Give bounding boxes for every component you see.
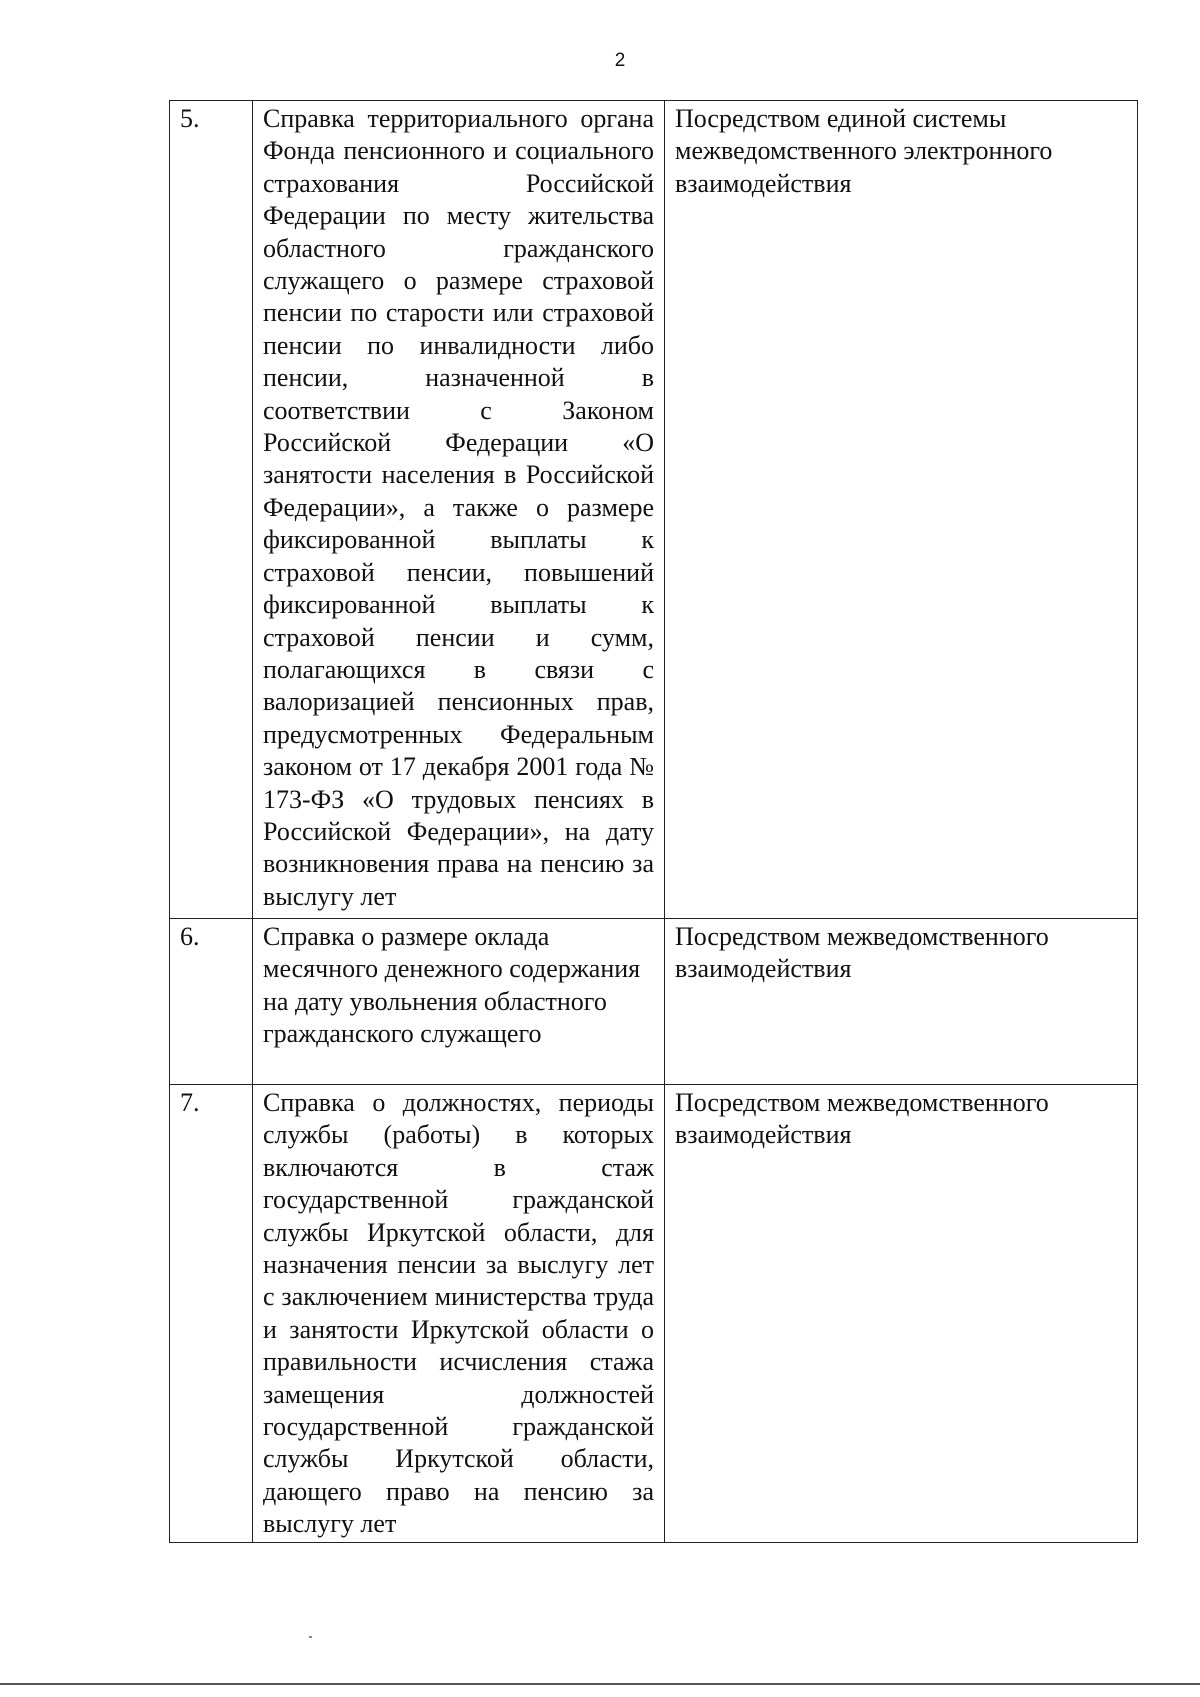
- document-name: Справка территориального органа Фонда пенсионного и социального страхования Российской Федерации по месту жительства областного гражданского служащего о размере страховой пенсии по старости или страховой пенсии по инвалидности либо пенсии, назначенной в соответствии с Законом Российской Федерации «О занятости населения в Российской Федерации», а также о размере фиксированной выплаты к страховой пенсии, повышений фиксированной выплаты к страховой пенсии и сумм, полагающихся в связи с валоризацией пенсионных прав, предусмотренных Федеральным законом от 17 декабря 2001 года № 173-ФЗ «О трудовых пенсиях в Российской Федерации», на дату возникновения права на пенсию за выслугу лет: [253, 101, 665, 919]
- table-row: [170, 919, 1138, 1085]
- submission-method: Посредством межведомственного взаимодействия: [665, 919, 1138, 1085]
- row-number: 5.: [170, 101, 253, 919]
- document-name: Справка о должностях, периоды службы (работы) в которых включаются в стаж государственной гражданской службы Иркутской области, для назначения пенсии за выслугу лет с заключением министерства труда и занятости Иркутской области о правильности исчисления стажа замещения должностей государственной гражданской службы Иркутской области, дающего право на пенсию за выслугу лет: [253, 1085, 665, 1543]
- submission-method: Посредством единой системы межведомственного электронного взаимодействия: [665, 101, 1138, 919]
- page-bottom-edge: [0, 1683, 1200, 1685]
- documents-table: [169, 100, 1138, 1543]
- document-name: Справка о размере оклада месячного денежного содержания на дату увольнения областного гражданского служащего: [253, 919, 665, 1085]
- row-number: 6.: [170, 919, 253, 1085]
- page-number: 2: [614, 50, 626, 71]
- table-row: [170, 101, 1138, 919]
- row-number: 7.: [170, 1085, 253, 1543]
- scan-speck: [309, 1636, 312, 1638]
- table-row: [170, 1085, 1138, 1543]
- submission-method: Посредством межведомственного взаимодействия: [665, 1085, 1138, 1543]
